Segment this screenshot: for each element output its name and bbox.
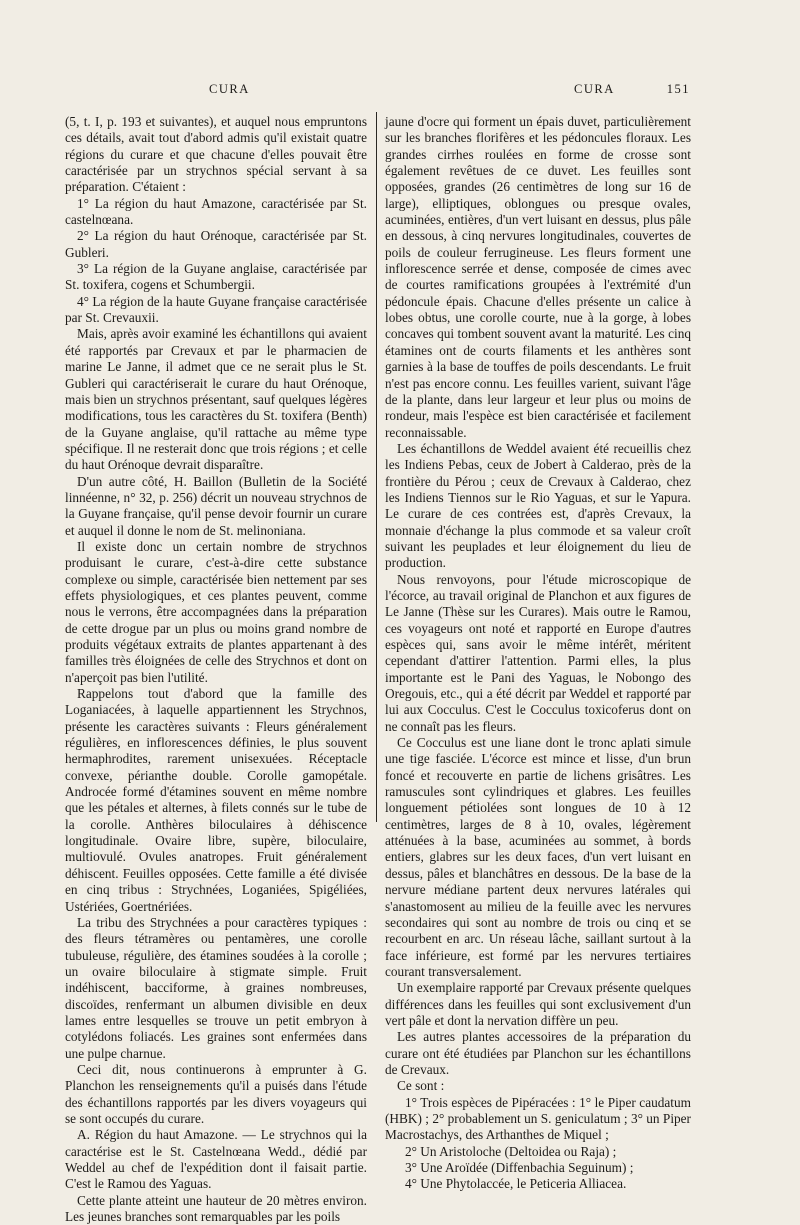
paragraph: Il existe donc un certain nombre de strychnos produisant le curare, c'est-à-dire cette substance complexe ou simple, caractérisée bien nettement par ses effets physiologiques, et ces plantes peuvent, comme nous le verrons, être accompagnées dans la préparation de cette drogue par un plus ou moins grand nombre de produits végétaux extraits de plantes appartenant à des familles très éloignées de celle des Strychnos et dont on n'aperçoit pas bien l'utilité.	[65, 538, 367, 685]
list-item: 4° Une Phytolaccée, le Peticeria Alliacea.	[405, 1176, 627, 1192]
list-item: 3° Une Aroïdée (Diffenbachia Seguinum) ;	[405, 1160, 634, 1175]
list-item: 2° Un Aristoloche (Deltoidea ou Raja) ;	[405, 1143, 617, 1159]
paragraph: Ceci dit, nous continuerons à emprunter à G. Planchon les renseignements qu'il a puisés dans l'étude des échantillons rapportés par les divers voyageurs qui se sont occupés du curare.	[65, 1061, 367, 1126]
paragraph: Ce sont :	[397, 1078, 445, 1094]
running-header-left: CURA	[209, 82, 250, 96]
paragraph: Nous renvoyons, pour l'étude microscopique de l'écorce, au travail original de Planchon et aux figures de Le Janne (Thèse sur les Curares). Mais outre le Ramou, ces voyageurs ont noté et rapporté en Europe d'autres espèces qui, sans avoir le même intérêt, méritent cependant d'attirer l'attention. Parmi elles, la plus importante est le Pani des Yaguas, le Nobongo des Oregouis, etc., qui a été décrit par Weddel et rapporté par lui aux Cocculus. C'est le Cocculus toxicoferus dont on ne connaît pas les fleurs.	[385, 571, 691, 734]
paragraph: 4° La région de la haute Guyane française caractérisée par St. Crevauxii.	[65, 293, 367, 326]
left-column	[65, 114, 367, 1225]
paragraph: 1° La région du haut Amazone, caractérisée par St. castelnœana.	[65, 195, 367, 228]
paragraph: Un exemplaire rapporté par Crevaux présente quelques différences dans les feuilles qui sont exclusivement d'un vert pâle et dont la nervation diffère un peu.	[385, 980, 691, 1028]
paragraph: A. Région du haut Amazone. — Le strychnos qui la caractérise est le St. Castelnœana Wedd., dédié par Weddel au chef de l'expédition dont il faisait partie. C'est le Ramou des Yaguas.	[65, 1127, 367, 1192]
list-item: 1° Trois espèces de Pipéracées : 1° le Piper caudatum (HBK) ; 2° probablement un S. geniculatum ; 3° un Piper Macrostachys, des Arthanthes de Miquel ;	[385, 1094, 691, 1143]
paragraph: D'un autre côté, H. Baillon (Bulletin de la Société linnéenne, n° 32, p. 256) décrit un nouveau strychnos de la Guyane française, qu'il pense devoir fournir un curare et auquel il donne le nom de St. melinoniana.	[65, 473, 367, 538]
paragraph: Rappelons tout d'abord que la famille des Loganiacées, à laquelle appartiennent les Strychnos, présente les caractères suivants : Fleurs généralement régulières, en inflorescences définies, le plus souvent hermaphrodites, rarement unisexuées. Réceptacle convexe, périanthe double. Corolle gamopétale. Androcée formé d'étamines souvent en même nombre que les pétales et alternes, à filets connés sur le tube de la corolle. Anthères biloculaires à déhiscence longitudinale. Ovaire libre, supère, biloculaire, multiovulé. Ovules anatropes. Fruit généralement déhiscent. Feuilles opposées. Cette famille a été divisée en cinq tribus : Strychnées, Loganiées, Spigéliées, Ustériées, Goertnériées.	[65, 686, 367, 914]
paragraph: jaune d'ocre qui forment un épais duvet, particulièrement sur les branches florifères et les pédoncules floraux. Les grandes cirrhes roulées en forme de crosse sont également revêtues de ce duvet. Les feuilles sont opposées, grandes (26 centimètres de long sur 16 de large), elliptiques, oblongues ou presque ovales, acuminées, entières, d'un vert luisant en dessus, plus pâle en dessous, à cinq nervures longitudinales, couvertes de poils de couleur ferrugineuse. Les fleurs forment une inflorescence serrée et dense, composée de cimes avec de courtes ramifications groupées à l'extrémité d'un pédoncule épais. Chacune d'elles présente un calice à lobes obtus, une corolle courte, nue à la gorge, à lobes concaves qui tombent souvent avant la maturité. Les cinq étamines ont de courts filaments et les anthères sont garnies à la base de touffes de poils descendants. Le fruit n'est pas encore connu. Les feuilles varient, suivant l'âge de la plante, dans leur largeur et leur plus ou moins de rondeur, mais l'espèce est bien caractérisée et facilement reconnaissable.	[385, 114, 691, 440]
paragraph: 3° La région de la Guyane anglaise, caractérisée par St. toxifera, cogens et Schumbergii.	[65, 261, 367, 293]
column-divider	[376, 112, 377, 822]
paragraph: Les échantillons de Weddel avaient été recueillis chez les Indiens Pebas, ceux de Jobert à Calderao, près de la frontière du Pérou ; ceux de Crevaux à Calderao, chez les Indiens Tiennos sur le Rio Yaguas, et sur le Yapura. Le curare de ces contrées est, d'après Crevaux, la monnaie d'échange la plus commode et sa valeur croît suivant les peuplades et leur éloignement du lieu de production.	[385, 440, 691, 571]
paragraph: Cette plante atteint une hauteur de 20 mètres environ. Les jeunes branches sont remarquables par les poils	[65, 1192, 367, 1225]
paragraph: Les autres plantes accessoires de la préparation du curare ont été étudiées par Planchon sur les échantillons de Crevaux.	[385, 1029, 691, 1077]
right-column	[385, 114, 691, 1193]
paragraph: (5, t. I, p. 193 et suivantes), et auquel nous empruntons ces détails, avait tout d'abord admis qu'il existait quatre régions du curare et que chacune d'elles pouvait être caractérisée par un strychnos spécial servant à sa préparation. C'étaient :	[65, 114, 367, 195]
page-number: 151	[666, 82, 690, 96]
running-header-right: CURA	[574, 82, 615, 96]
paragraph: La tribu des Strychnées a pour caractères typiques : des fleurs tétramères ou pentamères, une corolle tubuleuse, régulière, des étamines soudées à la corolle ; un ovaire biloculaire à stigmate simple. Fruit indéhiscent, bacciforme, à graines nombreuses, discoïdes, renfermant un albumen divisible en deux lames entre lesquelles se trouve un petit embryon à cotylédons foliacés. Les graines sont enfermées dans une pulpe charnue.	[65, 914, 367, 1061]
paragraph: 2° La région du haut Orénoque, caractérisée par St. Gubleri.	[65, 228, 367, 260]
paragraph: Mais, après avoir examiné les échantillons qui avaient été rapportés par Crevaux et par le pharmacien de marine Le Janne, il admet que ce ne serait plus le St. Gubleri qui caractériserait le curare du haut Orénoque, mais bien un strychnos présentant, sauf quelques légères modifications, tous les caractères du St. toxifera (Benth) de la Guyane anglaise, qu'il rattache au même type spécifique. Il ne resterait donc que trois régions ; et celle du haut Orénoque devrait disparaître.	[65, 326, 367, 473]
paragraph: Ce Cocculus est une liane dont le tronc aplati simule une tige fasciée. L'écorce est mince et lisse, d'un brun foncé et recouverte en partie de lichens grisâtres. Les ramuscules sont cylindriques et glabres. Les feuilles longuement pétiolées sont longues de 10 à 12 centimètres, larges de 8 à 10, ovales, légèrement atténuées à la base, acuminées au sommet, à bords entiers, glabres sur les deux faces, d'un vert luisant en dessus, pâles et blanchâtres en dessous. De la base de la nervure médiane partent deux nervures latérales qui s'anastomosent au milieu de la feuille avec les nervures secondaires qui sont au nombre de trois ou cinq et se recourbent en arc. Un réseau lâche, saillant surtout à la face inférieure, est formé par les nervures tertiaires courant transversalement.	[385, 735, 691, 979]
